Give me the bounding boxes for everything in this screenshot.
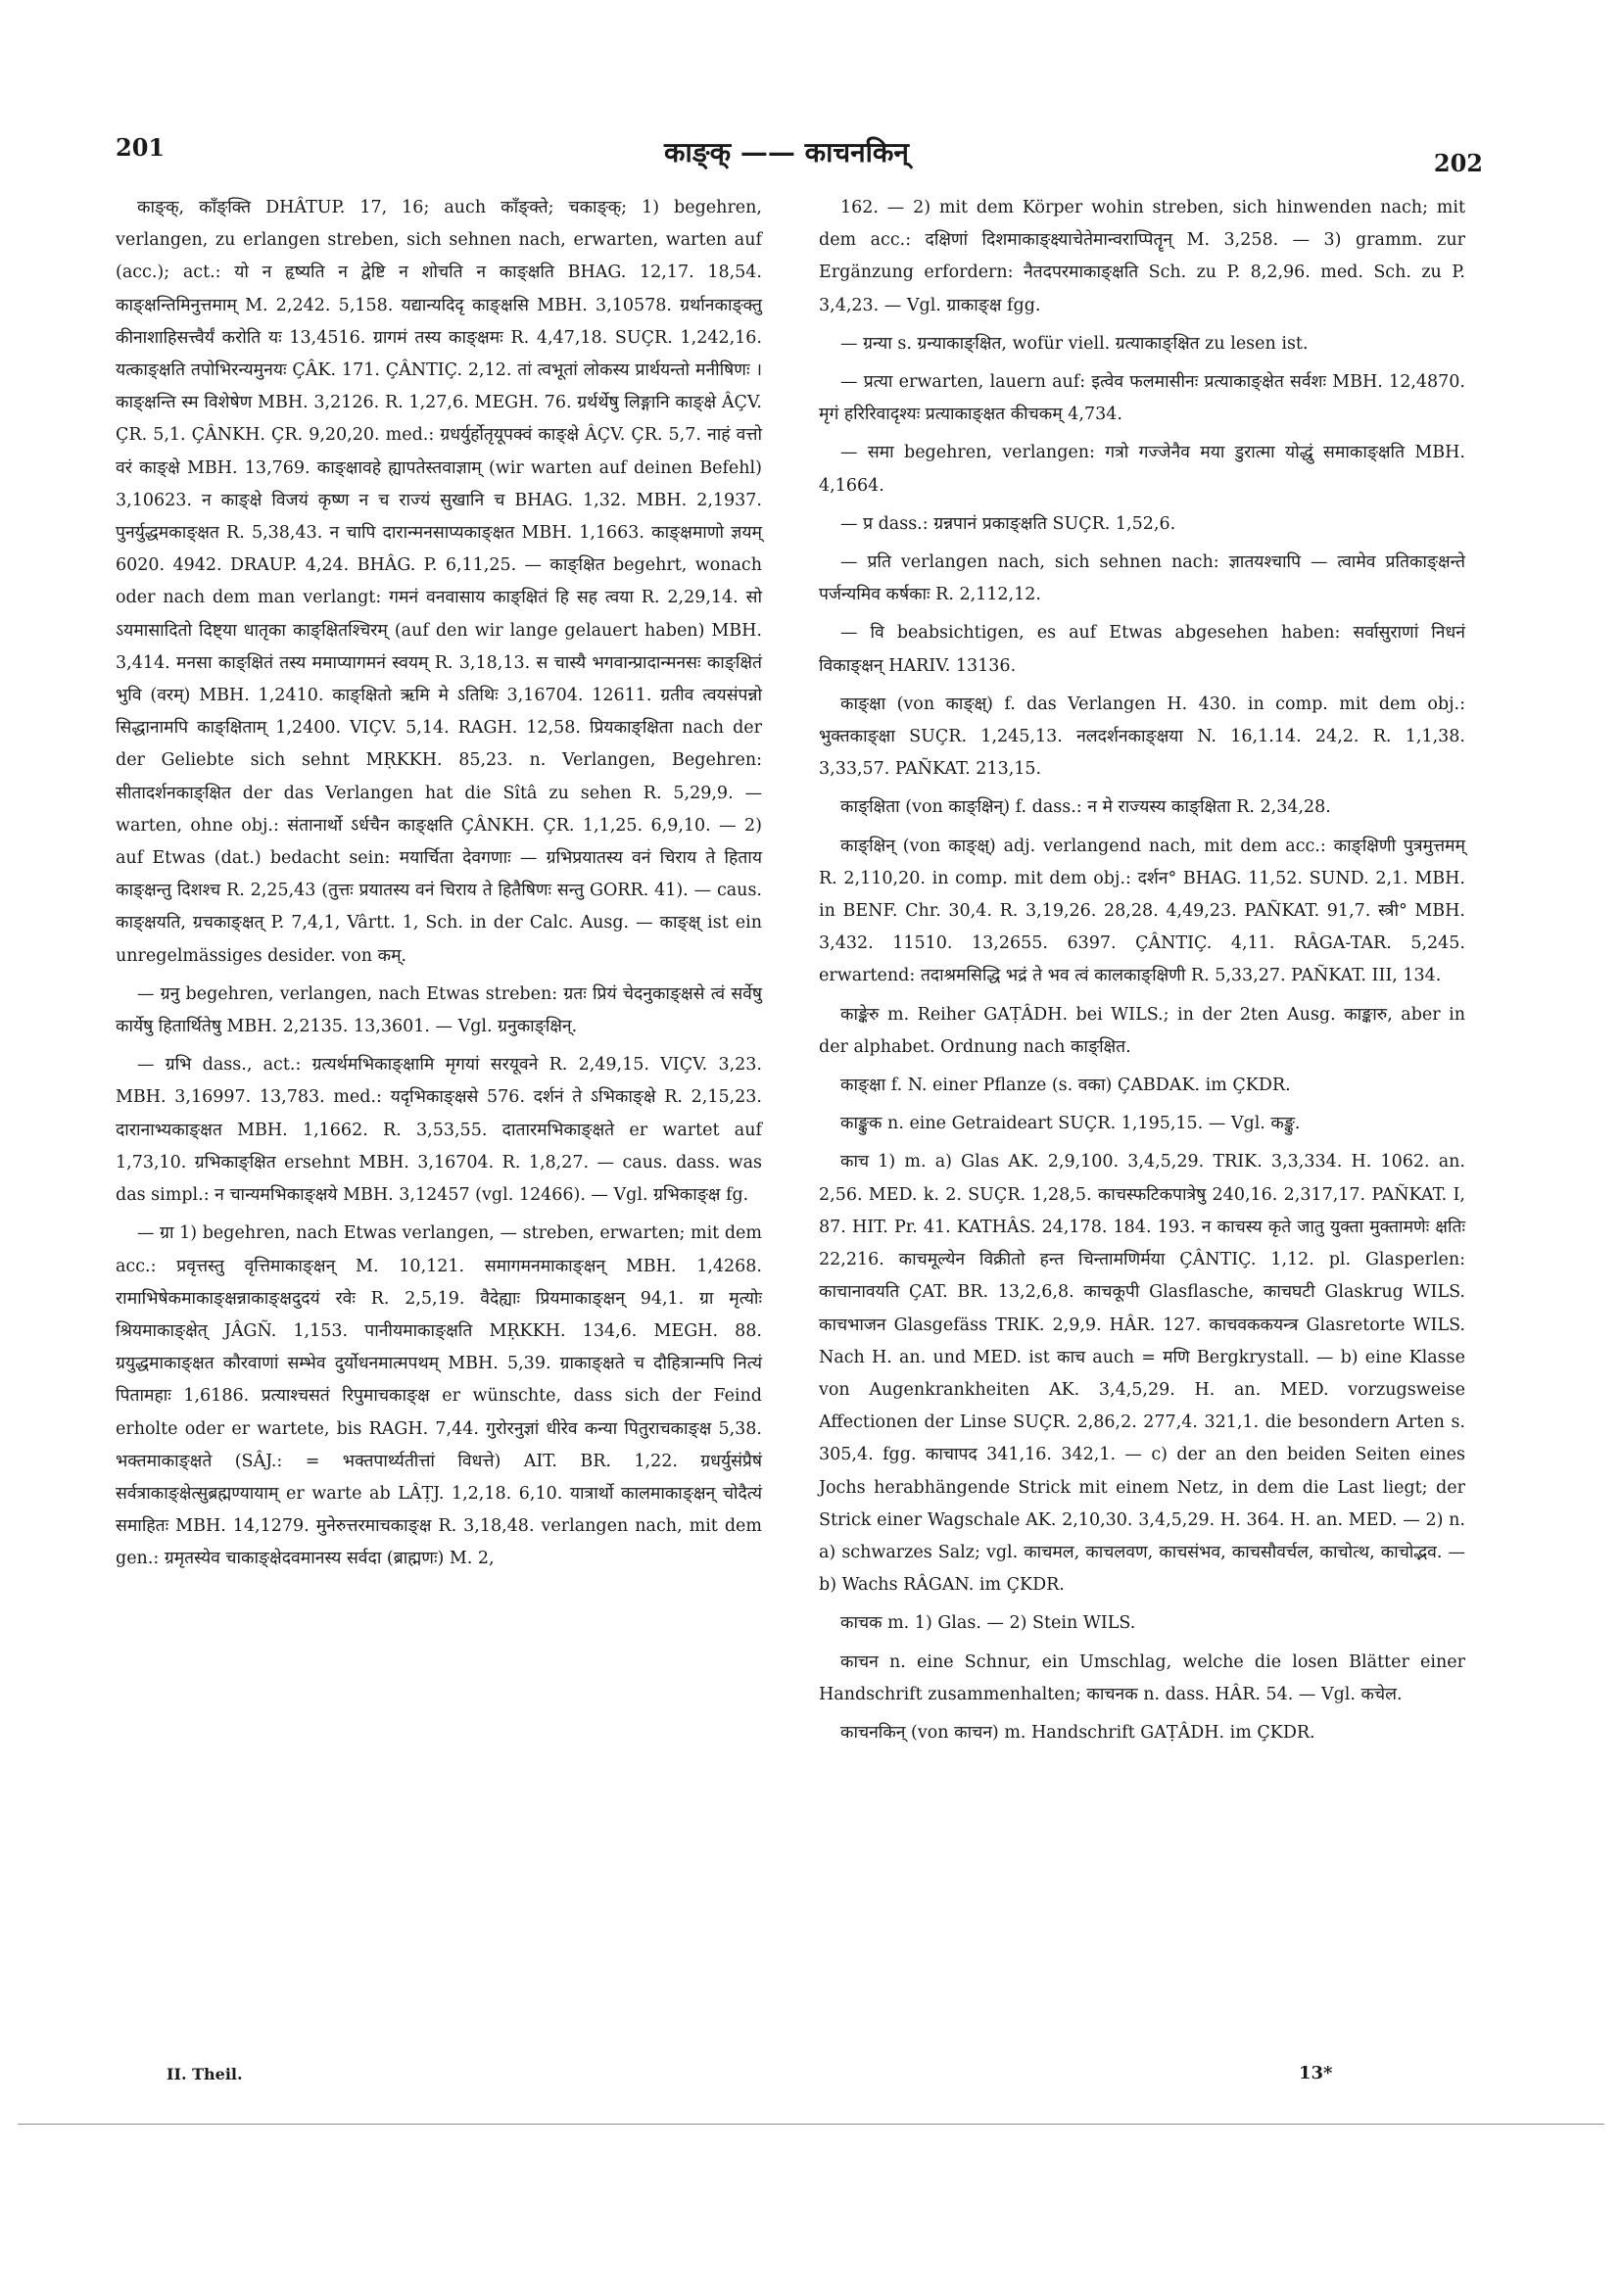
signature-mark-right: 13* [1299,2063,1333,2083]
dictionary-entry: काचक m. 1) Glas. — 2) Stein WILS. [840,1613,1136,1634]
page-number-left: 201 [116,133,166,162]
left-column [116,192,762,1582]
right-column [819,192,1465,1755]
dictionary-entry: काचन n. eine Schnur, ein Umschlag, welche die losen Blätter einer Handschrift zusammenhalten; काचनक n. dass. HÂR. 54. — Vgl. कचेल. [819,1651,1465,1704]
dictionary-entry: — ग्रनु begehren, verlangen, nach Etwas streben: ग्रतः प्रियं चेदनुकाङ्क्षसे त्वं सर्वेषु कार्येषु हितार्थितेषु MBH. 2,2135. 13,3601. — Vgl. ग्रनुकाङ्क्षिन्. [116,983,762,1037]
dictionary-entry: काङ्क्षा (von काङ्क्ष्) f. das Verlangen H. 430. in comp. mit dem obj.: भुक्तकाङ्क्षा SUÇR. 1,245,13. नलदर्शनकाङ्क्षया N. 16,1.14. 24,2. R. 1,1,38. 3,33,57. PAÑKAT. 213,15. [819,694,1465,780]
dictionary-entry: — प्र dass.: ग्रन्नपानं प्रकाङ्क्षति SUÇR. 1,52,6. [840,513,1176,534]
dictionary-entry: — समा begehren, verlangen: गत्रो गज्जेनैव मया डुरात्मा योद्धुं समाकाङ्क्षति MBH. 4,1664. [819,443,1465,496]
dictionary-entry: काङ्क्, काँङ्क्ति DHÂTUP. 17, 16; auch काँङ्क्ते; चकाङ्क्; 1) begehren, verlangen, zu erlangen streben, sich sehnen nach, erwarten, warten auf (acc.); act.: यो न हृष्यति न द्वेष्टि न शोचति न काङ्क्षति BHAG. 12,17. 18,54. काङ्क्षन्तिमिनुत्तमाम् M. 2,242. 5,158. यद्यान्यदिदृ काङ्क्षसि MBH. 3,10578. ग्रर्थानकाङ्क्तु कीनाशाहिसत्त्वैर्यं करोति यः 13,4516. ग्रागमं तस्य काङ्क्षमः R. 4,47,18. SUÇR. 1,242,16. यत्काङ्क्षति तपोभिरन्यमुनयः ÇÂK. 171. ÇÂNTIÇ. 2,12. तां त्वभूतां लोकस्य प्रार्थयन्तो मनीषिणः । काङ्क्षन्ति स्म विशेषेण MBH. 3,2126. R. 1,27,6. MEGH. 76. ग्रर्थर्थेषु लिङ्गानि काङ्क्षे ÂÇV. ÇR. 5,1. ÇÂNKH. ÇR. 9,20,20. med.: ग्रधर्युर्होतृयूपक्वं काङ्क्षे ÂÇV. ÇR. 5,7. नाहं वत्तो वरं काङ्क्षे MBH. 13,769. काङ्क्षावहे ह्यापतेस्तवाज्ञाम् (wir warten auf deinen Befehl) 3,10623. न काङ्क्षे विजयं कृष्ण न च राज्यं सुखानि च BHAG. 1,32. MBH. 2,1937. पुनर्युद्धमकाङ्क्षत R. 5,38,43. न चापि दारान्मनसाप्यकाङ्क्षत MBH. 1,1663. काङ्क्षमाणो ज्ञयम् 6020. 4942. DRAUP. 4,24. BHÂG. P. 6,11,25. — काङ्क्षित begehrt, wonach oder nach dem man verlangt: गमनं वनवासाय काङ्क्षितं हि सह त्वया R. 2,29,14. सो ऽयमासादितो दिष्ट्या धातृका काङ्क्षितश्चिरम् (auf den wir lange gelauert haben) MBH. 3,414. मनसा काङ्क्षितं तस्य ममाप्यागमनं स्वयम् R. 3,18,13. स चास्यै भगवान्प्रादान्मनसः काङ्क्षितं भुवि (वरम्) MBH. 1,2410. काङ्क्षितो ऋमि मे ऽतिथिः 3,16704. 12611. ग्रतीव त्वयसंपन्नो सिद्धानामपि काङ्क्षिताम् 1,2400. VIÇV. 5,14. RAGH. 12,58. प्रियकाङ्क्षिता nach der der Geliebte sich sehnt MṚKKH. 85,23. n. Verlangen, Begehren: सीतादर्शनकाङ्क्षित der das Verlangen hat die Sîtâ zu sehen R. 5,29,9. — warten, ohne obj.: संतानार्थो ऽर्धचैन काङ्क्षति ÇÂNKH. ÇR. 1,1,25. 6,9,10. — 2) auf Etwas (dat.) bedacht sein: मयार्चिता देवगणाः — ग्रभिप्रयातस्य वनं चिराय ते हिताय काङ्क्षन्तु दिशश्च R. 2,25,43 (तुत्तः प्रयातस्य वनं चिराय ते हितैषिणः सन्तु GORR. 41). — caus. काङ्क्षयति, ग्रचकाङ्क्षत् P. 7,4,1, Vârtt. 1, Sch. in der Calc. Ausg. — काङ्क्ष् ist ein unregelmässiges desider. von कम्. [116,198,762,966]
dictionary-entry: काचनकिन् (von काचन) m. Handschrift GAṬÂDH. im ÇKDR. [840,1722,1315,1743]
dictionary-entry: — ग्रा 1) begehren, nach Etwas verlangen, — streben, erwarten; mit dem acc.: प्रवृत्तस्तु वृत्तिमाकाङ्क्षन् M. 10,121. समागमनमाकाङ्क्षन् MBH. 1,4268. रामाभिषेकमाकाङ्क्षन्नाकाङ्क्षदुदयं रवेः R. 2,5,19. वैदेह्याः प्रियमाकाङ्क्षन् 94,1. ग्रा मृत्योः श्रियमाकाङ्क्षेत् JÂGÑ. 1,153. पानीयमाकाङ्क्षति MṚKKH. 134,6. MEGH. 88. ग्रयुद्धमाकाङ्क्षत कौरवाणां सम्भेव दुर्योधनमात्मपथम् MBH. 5,39. ग्राकाङ्क्षते च दौहित्रान्मपि नित्यं पितामहाः 1,6186. प्रत्याश्चसतं रिपुमाचकाङ्क्ष er wünschte, dass sich der Feind erholte oder er wartete, bis RAGH. 7,44. गुरोरनुज्ञां धीरेव कन्या पितुराचकाङ्क्ष 5,38. भक्तमाकाङ्क्षते (SÂJ.: = भक्तपार्थ्यतीत्तां विधत्ते) AIT. BR. 1,22. ग्रधर्युसंप्रैषं सर्वत्राकाङ्क्षेत्सुब्रह्मण्यायाम् er warte ab LÂṬJ. 1,2,18. 6,10. यात्रार्थो कालमाकाङ्क्षन् चोदैत्यं समाहितः MBH. 14,1279. मुनेरुत्तरमाचकाङ्क्ष R. 3,18,48. verlangen nach, mit dem gen.: ग्रमृतस्येव चाकाङ्क्षेदवमानस्य सर्वदा (ब्राह्मणः) M. 2, [116,1223,762,1569]
dictionary-entry: काङ्क्षा f. N. einer Pflanze (s. वका) ÇABDAK. im ÇKDR. [840,1076,1291,1096]
dictionary-entry: — प्रति verlangen nach, sich sehnen nach: ज्ञातयश्चापि — त्वामेव प्रतिकाङ्क्षन्ते पर्जन्यमिव कर्षकाः R. 2,112,12. [819,552,1465,605]
dictionary-entry: — ग्रन्या s. ग्रन्याकाङ्क्षित, wofür viell. ग्रत्याकाङ्क्षित zu lesen ist. [840,333,1309,354]
dictionary-entry: काङ्केरु m. Reiher GAṬÂDH. bei WILS.; in der 2ten Ausg. काङ्कारु, aber in der alphabet. Ordnung nach काङ्क्षित. [819,1004,1465,1057]
dictionary-entry: 162. — 2) mit dem Körper wohin streben, sich hinwenden nach; mit dem acc.: दक्षिणां दिशमाकाङ्क्ष्याचेतेमान्वराप्पितॄन् M. 3,258. — 3) gramm. zur Ergänzung erfordern: नैतदपरमाकाङ्क्षति Sch. zu P. 8,2,96. med. Sch. zu P. 3,4,23. — Vgl. ग्राकाङ्क्ष fgg. [819,198,1465,315]
page-number-right: 202 [1433,149,1483,177]
dictionary-entry: काङ्कुक n. eine Getraideart SUÇR. 1,195,15. — Vgl. कङ्कु. [840,1114,1301,1134]
signature-mark-left: II. Theil. [167,2065,243,2083]
running-title: काङ्क् —— काचनकिन् [664,136,909,168]
page-header [116,125,1483,184]
dictionary-entry: काङ्क्षिता (von काङ्क्षिन्) f. dass.: न मे राज्यस्य काङ्क्षिता R. 2,34,28. [840,797,1331,818]
dictionary-entry: — ग्रभि dass., act.: ग्रत्यर्थमभिकाङ्क्षामि मृगयां सरयूवने R. 2,49,15. VIÇV. 3,23. MBH. 3,16997. 13,783. med.: यदृभिकाङ्क्षसे 576. दर्शनं ते ऽभिकाङ्क्षे R. 2,15,23. दारानाभ्यकाङ्क्षत MBH. 1,1662. R. 3,53,55. दातारमभिकाङ्क्षते er wartet auf 1,73,10. ग्रभिकाङ्क्षित ersehnt MBH. 3,16704. R. 1,8,27. — caus. dass. was das simpl.: न चान्यमभिकाङ्क्षये MBH. 3,12457 (vgl. 12466). — Vgl. ग्रभिकाङ्क्ष fg. [116,1055,762,1206]
dictionary-entry: काच 1) m. a) Glas AK. 2,9,100. 3,4,5,29. TRIK. 3,3,334. H. 1062. an. 2,56. MED. k. 2. SUÇR. 1,28,5. काचस्फटिकपात्रेषु 240,16. 2,317,17. PAÑKAT. I, 87. HIT. Pr. 41. KATHÂS. 24,178. 184. 193. न काचस्य कृते जातु युक्ता मुक्तामणेः क्षतिः 22,216. काचमूल्येन विक्रीतो हन्त चिन्तामणिर्मया ÇÂNTIÇ. 1,12. pl. Glasperlen: काचानावयति ÇAT. BR. 13,2,6,8. काचकूपी Glasflasche, काचघटी Glaskrug WILS. काचभाजन Glasgefäss TRIK. 2,9,9. HÂR. 127. काचवककयन्त्र Glasretorte WILS. Nach H. an. und MED. ist काच auch = मणि Bergkrystall. — b) eine Klasse von Augenkrankheiten AK. 3,4,5,29. H. an. MED. vorzugsweise Affectionen der Linse SUÇR. 2,86,2. 277,4. 321,1. die besondern Arten s. 305,4. fgg. काचापद 341,16. 342,1. — c) der an den beiden Seiten eines Jochs herabhängende Strick mit einem Netz, in dem die Last liegt; der Strick einer Wagschale AK. 2,10,30. 3,4,5,29. H. 364. H. an. MED. — 2) n. a) schwarzes Salz; vgl. काचमल, काचलवण, काचसंभव, काचसौवर्चल, काचोत्थ, काचोद्भव. — b) Wachs RÂGAN. im ÇKDR. [819,1152,1465,1596]
dictionary-entry: काङ्क्षिन् (von काङ्क्ष्) adj. verlangend nach, mit dem acc.: काङ्क्षिणी पुत्रमुत्तमम् R. 2,110,20. in comp. mit dem obj.: दर्शन° BHAG. 11,52. SUND. 2,1. MBH. in BENF. Chr. 30,4. R. 3,19,26. 28,28. 4,49,23. PAÑKAT. 91,7. स्त्री° MBH. 3,432. 11510. 13,2655. 6397. ÇÂNTIÇ. 4,11. RÂGA-TAR. 5,245. erwartend: तदाश्रमसिद्धि भद्रं ते भव त्वं कालकाङ्क्षिणी R. 5,33,27. PAÑKAT. III, 134. [819,836,1465,986]
dictionary-entry: — प्रत्या erwarten, lauern auf: इत्वेव फलमासीनः प्रत्याकाङ्क्षेत सर्वशः MBH. 12,4870. मृगं हरिरिवादृश्यः प्रत्याकाङ्क्षत कीचकम् 4,734. [819,372,1465,425]
dictionary-entry: — वि beabsichtigen, es auf Etwas abgesehen haben: सर्वासुराणां निधनं विकाङ्क्षन् HARIV. 13136. [819,623,1465,676]
bottom-rule [18,2124,1604,2125]
